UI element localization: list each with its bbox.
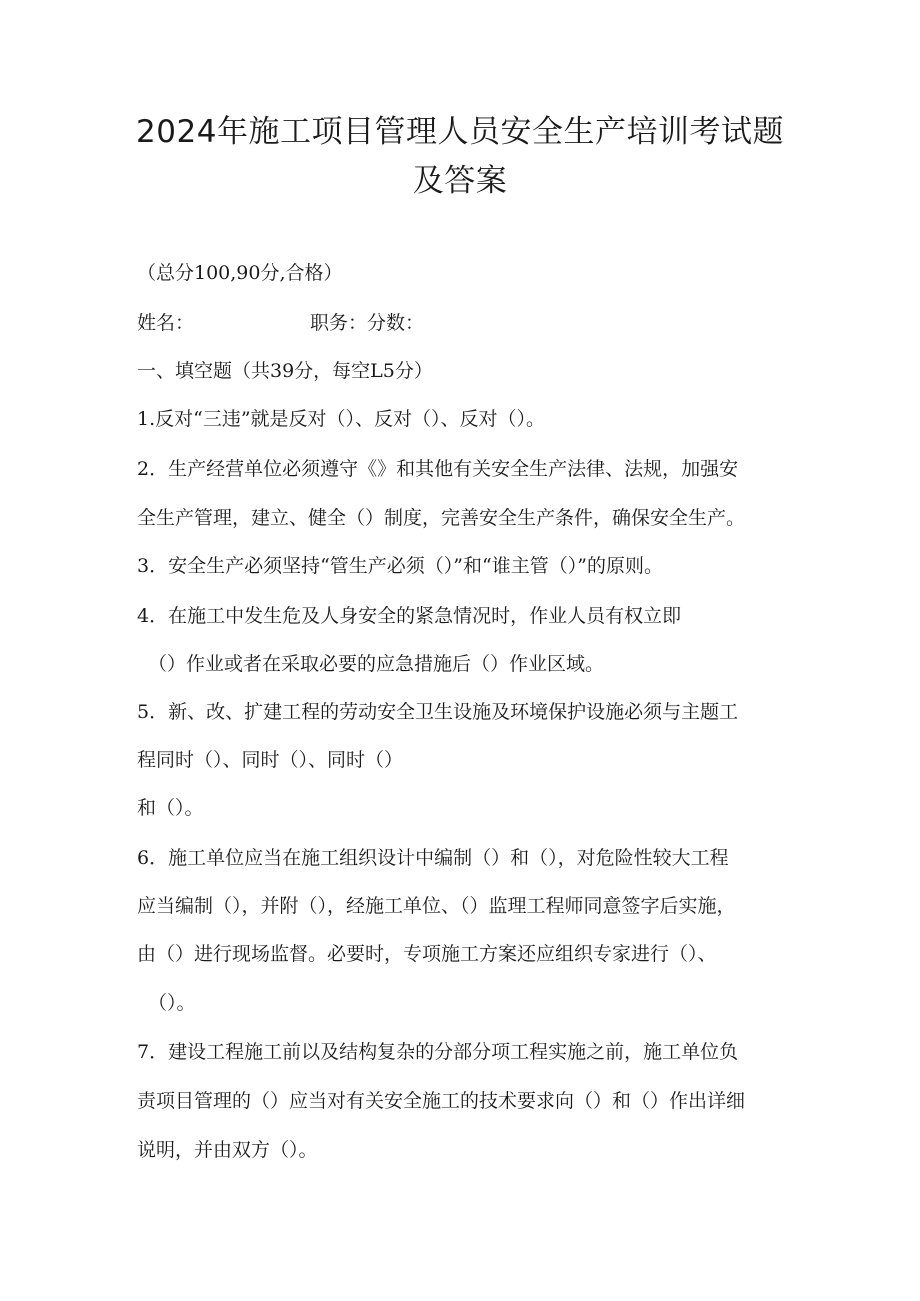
- question-5-line-3: 和（）。: [137, 797, 204, 819]
- question-5-line-1: 5．新、改、扩建工程的劳动安全卫生设施及环境保护设施必须与主题工: [137, 701, 739, 723]
- question-1-line-1: 1.反对“三违”就是反对（）、反对（）、反对（）。: [137, 408, 546, 430]
- question-6-line-3: 由（）进行现场监督。必要时，专项施工方案还应组织专家进行（）、: [137, 943, 717, 965]
- question-7-line-3: 说明，并由双方（）。: [137, 1139, 318, 1161]
- question-6-line-2: 应当编制（），并附（），经施工单位、（）监理工程师同意签字后实施，: [137, 895, 736, 917]
- position-score-label: 职务：分数：: [310, 312, 425, 334]
- document-title-line-1: 2024年施工项目管理人员安全生产培训考试题: [136, 114, 784, 150]
- question-3-line-1: 3．安全生产必须坚持“管生产必须（）”和“谁主管（）”的原则。: [137, 555, 663, 577]
- question-7-line-1: 7．建设工程施工前以及结构复杂的分部分项工程实施之前，施工单位负: [137, 1041, 739, 1063]
- question-2-line-2: 全生产管理，建立、健全（）制度，完善安全生产条件，确保安全生产。: [137, 507, 746, 529]
- question-4-line-2: （）作业或者在采取必要的应急措施后（）作业区域。: [148, 653, 605, 675]
- question-6-line-4: （）。: [148, 992, 196, 1014]
- score-note: （总分100,90分,合格）: [137, 262, 343, 284]
- section-heading-fill-in-blank: 一、填空题（共39分，每空L5分）: [137, 360, 433, 382]
- document-title-line-2: 及答案: [412, 163, 508, 199]
- question-6-line-1: 6．施工单位应当在施工组织设计中编制（）和（），对危险性较大工程: [137, 847, 729, 869]
- question-2-line-1: 2．生产经营单位必须遵守《》和其他有关安全生产法律、法规，加强安: [137, 458, 739, 480]
- name-label: 姓名：: [137, 312, 195, 334]
- question-7-line-2: 责项目管理的（）应当对有关安全施工的技术要求向（）和（）作出详细: [137, 1090, 746, 1112]
- question-4-line-1: 4．在施工中发生危及人身安全的紧急情况时，作业人员有权立即: [137, 605, 682, 627]
- question-5-line-2: 程同时（）、同时（）、同时（）: [137, 749, 404, 771]
